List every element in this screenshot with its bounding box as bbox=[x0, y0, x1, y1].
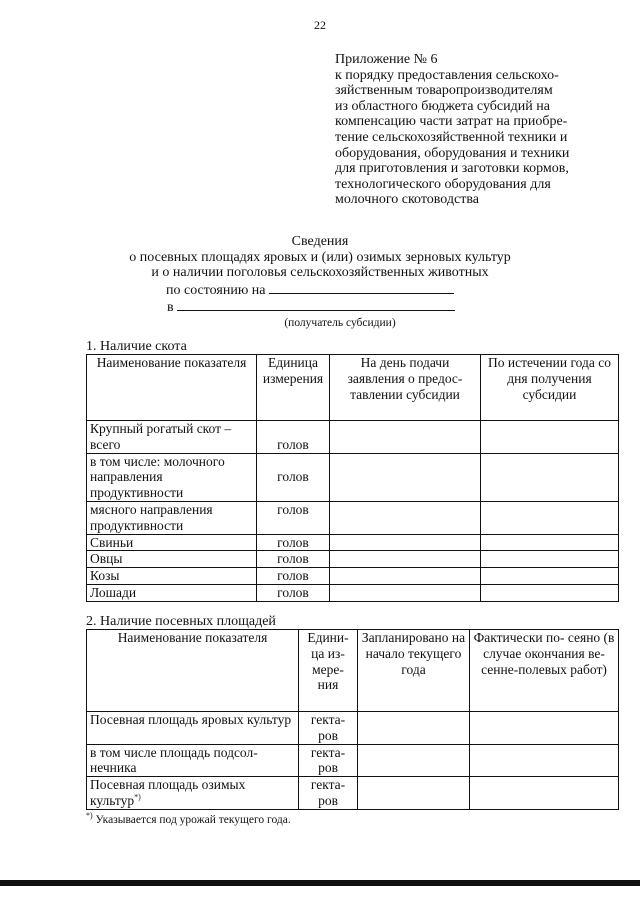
row-unit: голов bbox=[257, 421, 330, 454]
value-cell[interactable] bbox=[481, 551, 619, 568]
appendix-line: тение сельскохозяйственной техники и bbox=[335, 129, 568, 145]
value-cell[interactable] bbox=[481, 501, 619, 534]
appendix-line: оборудования, оборудования и техники bbox=[335, 145, 570, 161]
row-name-cell bbox=[87, 777, 299, 810]
footnote bbox=[86, 812, 291, 828]
row-name: в том числе: молочного направления продуктивности bbox=[87, 453, 257, 501]
row-name: Овцы bbox=[87, 551, 257, 568]
row-unit: голов bbox=[257, 534, 330, 551]
row-name: мясного направления продуктивности bbox=[87, 501, 257, 534]
appendix-line: из областного бюджета субсидий на bbox=[335, 98, 550, 114]
row-unit: голов bbox=[257, 453, 330, 501]
appendix-line: технологического оборудования для bbox=[335, 176, 551, 192]
row-name: Посевная площадь яровых культур bbox=[87, 712, 299, 745]
appendix-title: Приложение № 6 bbox=[335, 52, 438, 67]
header-unit: Едини- ца из- мере- ния bbox=[299, 630, 358, 712]
value-cell[interactable] bbox=[470, 777, 619, 810]
table-row bbox=[87, 501, 619, 534]
footnote-text: Указывается под урожай текущего года. bbox=[95, 814, 291, 826]
table-row bbox=[87, 534, 619, 551]
recipient-blank[interactable] bbox=[177, 298, 455, 311]
as-of-date-blank[interactable] bbox=[269, 281, 454, 294]
row-unit: голов bbox=[257, 568, 330, 585]
livestock-table bbox=[86, 354, 619, 602]
value-cell[interactable] bbox=[330, 421, 481, 454]
in-label: в bbox=[166, 300, 174, 316]
appendix-line: для приготовления и заготовки кормов, bbox=[335, 161, 569, 177]
heading-line-1: о посевных площадях яровых и (или) озимых зерновых культур bbox=[129, 249, 511, 265]
header-name: Наименование показателя bbox=[87, 355, 257, 421]
bottom-border bbox=[0, 880, 640, 886]
row-name: Крупный рогатый скот – всего bbox=[87, 421, 257, 454]
page-number: 22 bbox=[314, 18, 326, 32]
value-cell[interactable] bbox=[330, 584, 481, 601]
value-cell[interactable] bbox=[470, 744, 619, 777]
table-row bbox=[87, 744, 619, 777]
value-cell[interactable] bbox=[330, 551, 481, 568]
heading-title: Сведения bbox=[291, 234, 349, 249]
value-cell[interactable] bbox=[330, 534, 481, 551]
row-unit: голов bbox=[257, 501, 330, 534]
table-row bbox=[87, 584, 619, 601]
livestock-section-title: 1. Наличие скота bbox=[86, 339, 187, 354]
table-row bbox=[87, 568, 619, 585]
appendix-line: зяйственным товаропроизводителям bbox=[335, 83, 553, 99]
header-unit: Единица измерения bbox=[257, 355, 330, 421]
value-cell[interactable] bbox=[481, 584, 619, 601]
header-after-year: По истечении года со дня получения субсидии bbox=[481, 355, 619, 421]
row-name: Свиньи bbox=[87, 534, 257, 551]
value-cell[interactable] bbox=[358, 744, 470, 777]
row-name: Козы bbox=[87, 568, 257, 585]
value-cell[interactable] bbox=[358, 777, 470, 810]
recipient-caption: (получатель субсидии) bbox=[284, 317, 396, 329]
table-row bbox=[87, 453, 619, 501]
appendix-line: молочного скотоводства bbox=[335, 192, 479, 208]
footnote-mark: *) bbox=[134, 792, 141, 802]
value-cell[interactable] bbox=[330, 568, 481, 585]
crops-table bbox=[86, 629, 619, 810]
value-cell[interactable] bbox=[330, 501, 481, 534]
row-unit: гекта- ров bbox=[299, 712, 358, 745]
row-name: Лошади bbox=[87, 584, 257, 601]
as-of-label: по состоянию на bbox=[165, 282, 266, 298]
row-unit: гекта- ров bbox=[299, 744, 358, 777]
crops-section-title: 2. Наличие посевных площадей bbox=[86, 614, 276, 629]
in-line bbox=[0, 298, 640, 316]
header-actual: Фактически по- сеяно (в случае окончания ве- сенне-полевых работ) bbox=[470, 630, 619, 712]
heading-line-2: и о наличии поголовья сельскохозяйственных животных bbox=[151, 265, 489, 281]
header-name: Наименование показателя bbox=[87, 630, 299, 712]
table-row bbox=[87, 712, 619, 745]
table-row bbox=[87, 551, 619, 568]
value-cell[interactable] bbox=[481, 453, 619, 501]
appendix-block bbox=[335, 52, 620, 208]
value-cell[interactable] bbox=[330, 453, 481, 501]
value-cell[interactable] bbox=[470, 712, 619, 745]
row-unit: голов bbox=[257, 584, 330, 601]
value-cell[interactable] bbox=[358, 712, 470, 745]
value-cell[interactable] bbox=[481, 421, 619, 454]
header-planned: Запланировано на начало текущего года bbox=[358, 630, 470, 712]
value-cell[interactable] bbox=[481, 568, 619, 585]
as-of-line bbox=[0, 281, 640, 299]
row-unit: гекта- ров bbox=[299, 777, 358, 810]
footnote-mark: *) bbox=[86, 811, 93, 821]
appendix-line: компенсацию части затрат на приобре- bbox=[335, 114, 568, 130]
header-on-application: На день подачи заявления о предос- тавлении субсидии bbox=[330, 355, 481, 421]
appendix-line: к порядку предоставления сельскохо- bbox=[335, 67, 559, 83]
table-row bbox=[87, 777, 619, 810]
document-heading bbox=[0, 234, 640, 316]
row-name: в том числе площадь подсол- нечника bbox=[87, 744, 299, 777]
table-row bbox=[87, 421, 619, 454]
row-name: Посевная площадь озимых культур bbox=[90, 777, 246, 808]
value-cell[interactable] bbox=[481, 534, 619, 551]
row-unit: голов bbox=[257, 551, 330, 568]
